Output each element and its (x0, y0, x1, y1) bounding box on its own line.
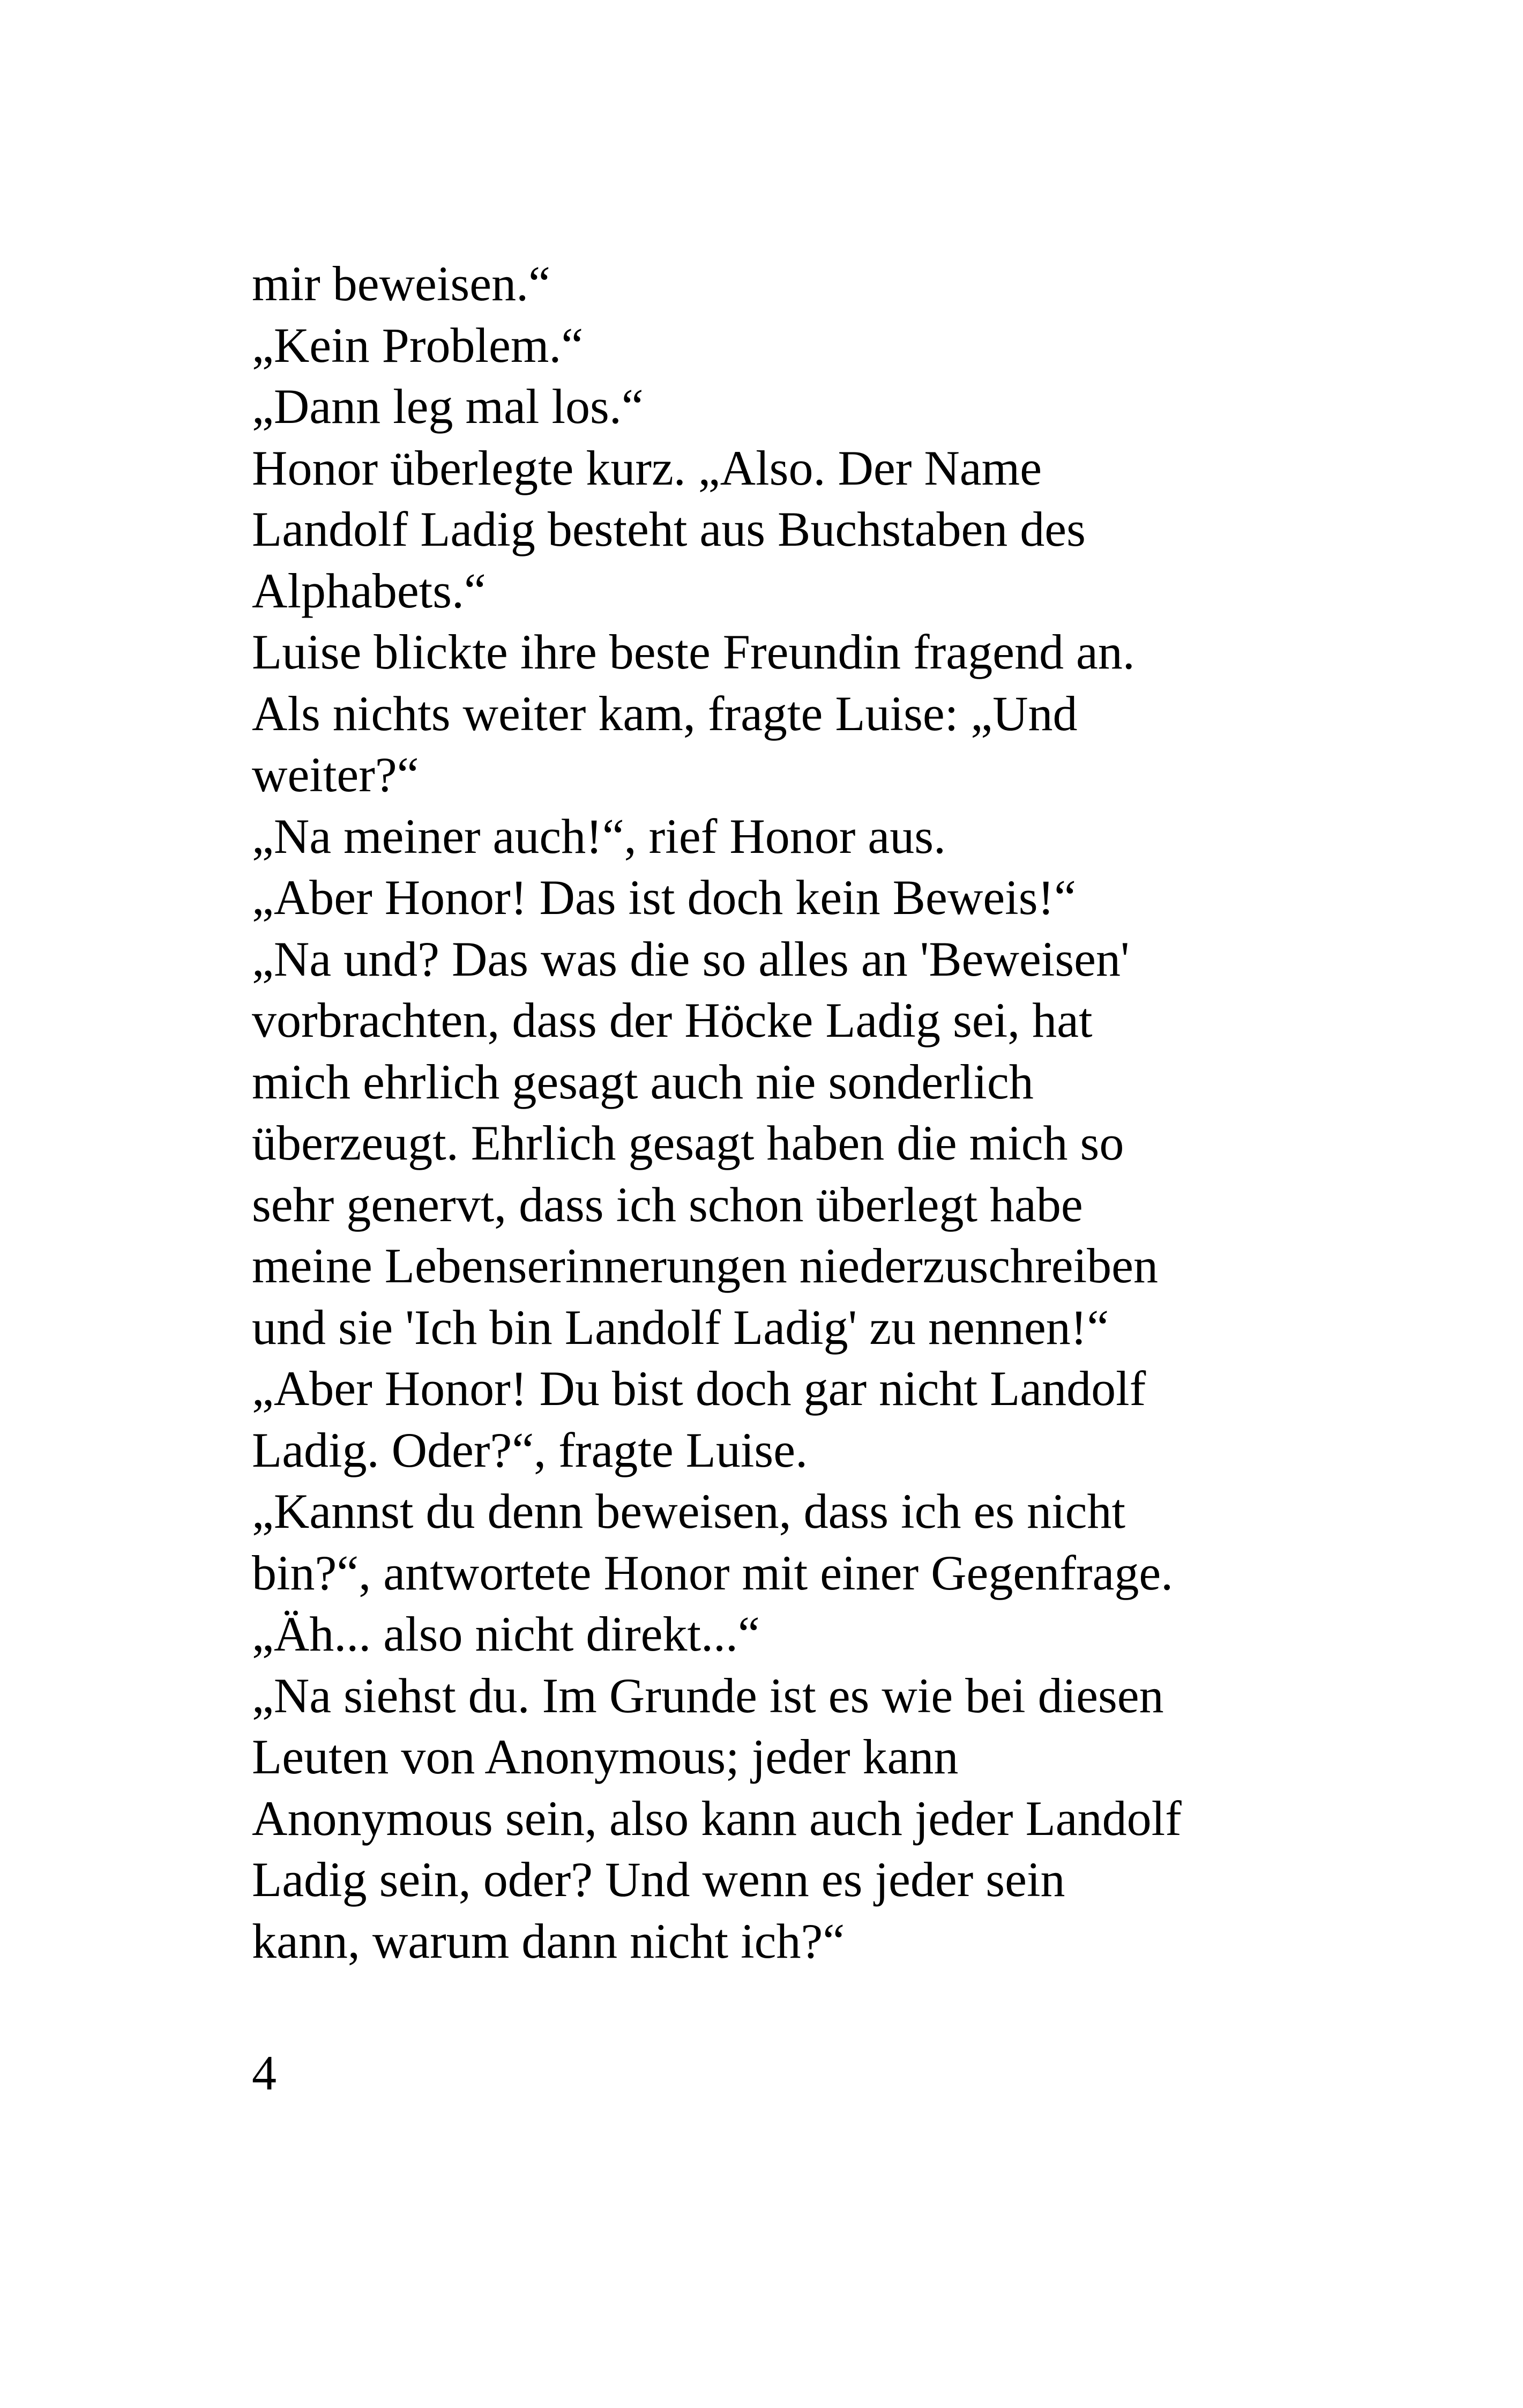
text-line: und sie 'Ich bin Landolf Ladig' zu nennen!“ (252, 1299, 1109, 1355)
text-line: mir beweisen.“ (252, 256, 550, 311)
text-line: vorbrachten, dass der Höcke Ladig sei, hat (252, 993, 1093, 1047)
text-line: mich ehrlich gesagt auch nie sonderlich (252, 1054, 1034, 1109)
text-line: kann, warum dann nicht ich?“ (252, 1913, 845, 1968)
text-line: „Na siehst du. Im Grunde ist es wie bei diesen (252, 1668, 1164, 1723)
text-line: „Aber Honor! Du bist doch gar nicht Landolf (252, 1361, 1146, 1416)
text-line: „Kein Problem.“ (252, 317, 584, 373)
body-text (252, 253, 1324, 1972)
text-line: meine Lebenserinnerungen niederzuschreiben (252, 1238, 1158, 1293)
text-line: „Aber Honor! Das ist doch kein Beweis!“ (252, 870, 1076, 925)
text-line: sehr genervt, dass ich schon überlegt habe (252, 1177, 1083, 1232)
text-line: Als nichts weiter kam, fragte Luise: „Und (252, 686, 1078, 741)
text-line: überzeugt. Ehrlich gesagt haben die mich so (252, 1116, 1124, 1170)
text-line: Ladig sein, oder? Und wenn es jeder sein (252, 1852, 1065, 1907)
text-line: bin?“, antwortete Honor mit einer Gegenfrage. (252, 1545, 1174, 1600)
text-line: „Dann leg mal los.“ (252, 379, 644, 434)
text-line: Honor überlegte kurz. „Also. Der Name (252, 440, 1042, 495)
text-line: Luise blickte ihre beste Freundin fragend an. (252, 625, 1135, 679)
text-line: weiter?“ (252, 747, 419, 802)
text-line: Leuten von Anonymous; jeder kann (252, 1729, 959, 1784)
text-line: „Äh... also nicht direkt...“ (252, 1607, 760, 1661)
text-line: Landolf Ladig besteht aus Buchstaben des (252, 502, 1086, 556)
text-line: „Na und? Das was die so alles an 'Beweisen' (252, 931, 1130, 986)
text-line: „Kannst du denn beweisen, dass ich es nicht (252, 1484, 1126, 1539)
text-line: „Na meiner auch!“, rief Honor aus. (252, 808, 946, 864)
text-line: Alphabets.“ (252, 563, 486, 618)
page-number: 4 (252, 2046, 277, 2100)
text-line: Ladig. Oder?“, fragte Luise. (252, 1422, 808, 1477)
text-line: Anonymous sein, also kann auch jeder Landolf (252, 1790, 1182, 1846)
